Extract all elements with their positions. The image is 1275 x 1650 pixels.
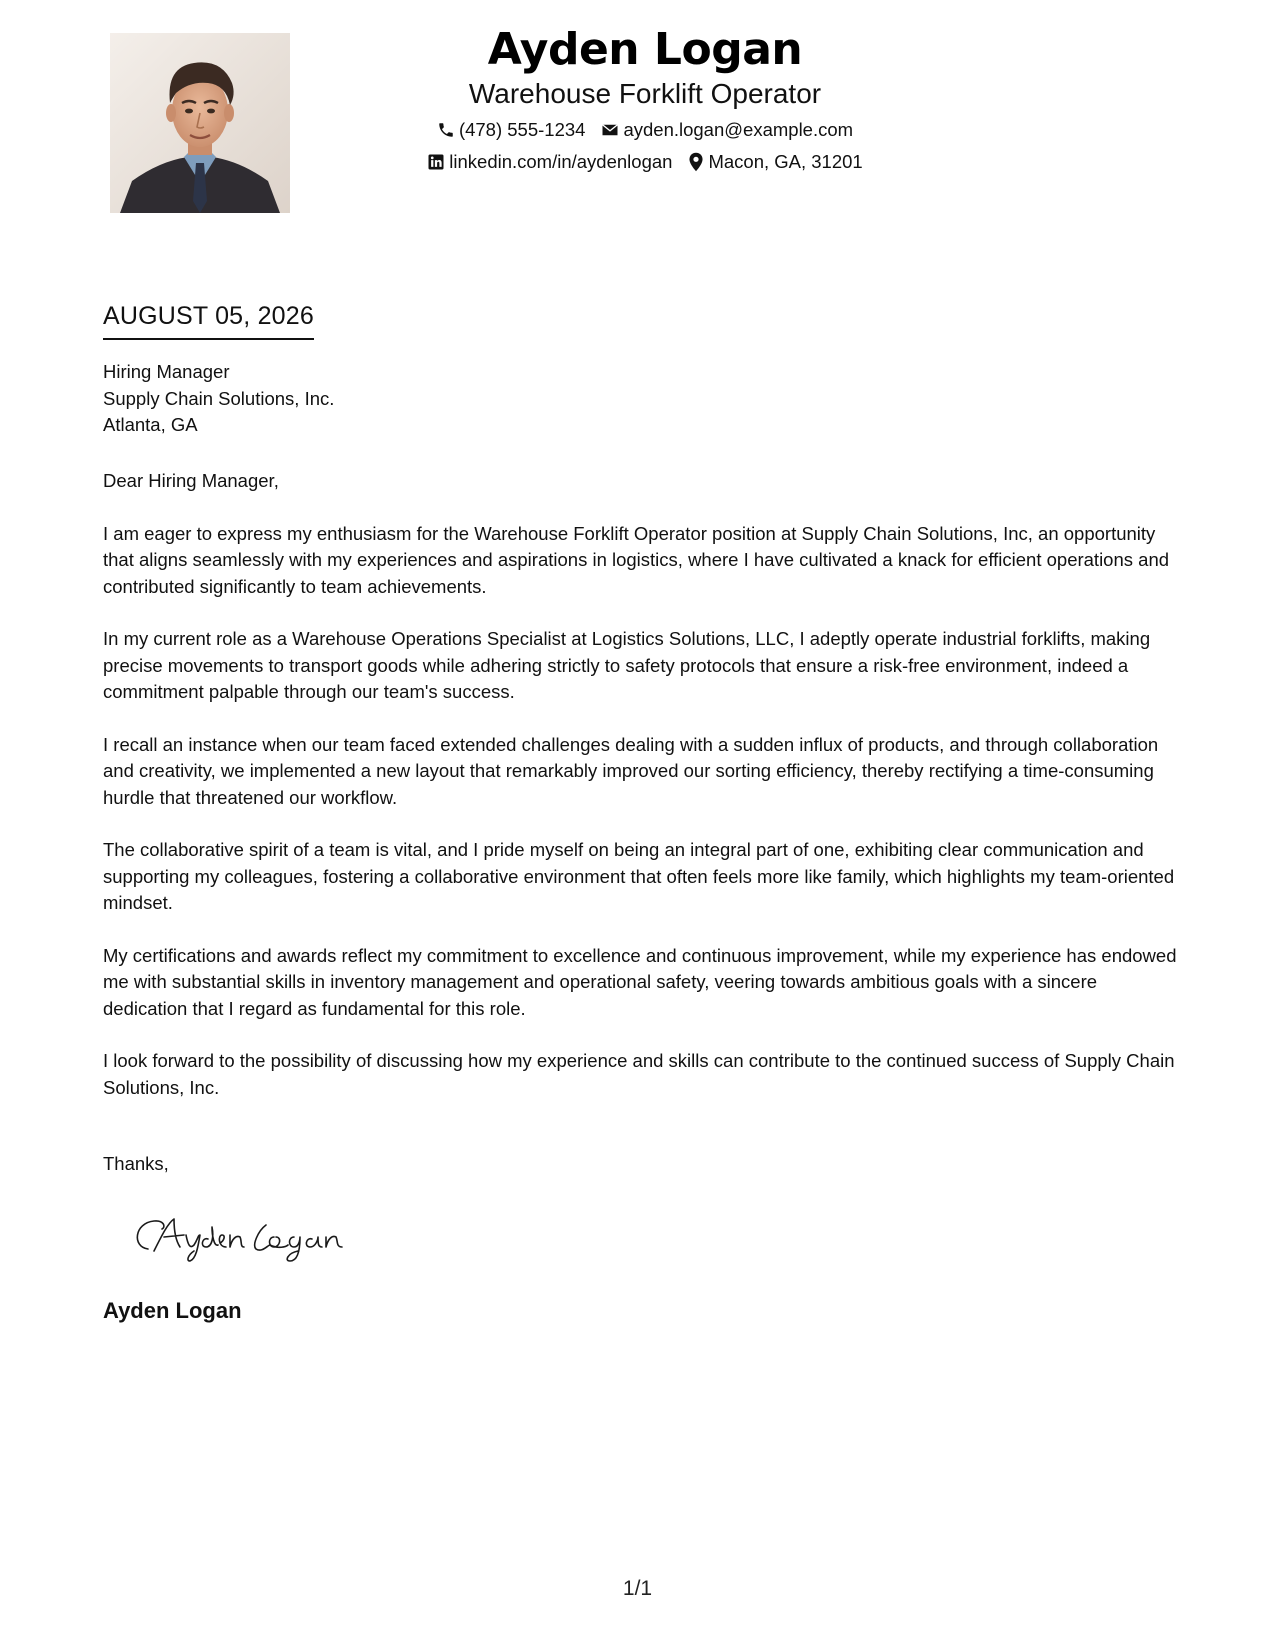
envelope-icon	[601, 121, 619, 139]
contact-location	[688, 150, 862, 174]
letter-date: AUGUST 05, 2026	[103, 300, 314, 340]
recipient-block	[103, 359, 334, 439]
contact-line-1	[400, 118, 890, 142]
job-title: Warehouse Forklift Operator	[468, 78, 822, 109]
salutation: Dear Hiring Manager,	[103, 470, 279, 491]
contact-linkedin[interactable]	[427, 150, 672, 174]
paragraph-5: My certifications and awards reflect my commitment to excellence and continuous improvement, while my experience has endowed me with substantial skills in inventory management and operational safety, veering towards ambitious goals with a sincere dedication that I regard as fundamental for this role.	[103, 944, 1177, 1019]
signer-name: Ayden Logan	[103, 1298, 242, 1323]
recipient-title: Hiring Manager	[103, 361, 230, 382]
contact-line-2	[400, 150, 890, 174]
paragraph-4: The collaborative spirit of a team is vital, and I pride myself on being an integral part of one, exhibiting clear communication and supporting my colleagues, fostering a collaborative environment that often feels more like family, which highlights my team-oriented mindset.	[103, 839, 1175, 913]
paragraph-2: In my current role as a Warehouse Operations Specialist at Logistics Solutions, LLC, I adeptly operate industrial forklifts, making precise movements to transport goods while adhering strictly to safety protocols that ensure a risk-free environment, indeed a commitment palpable through our team's success.	[103, 628, 1151, 702]
handwritten-signature	[128, 1205, 358, 1265]
letter-body	[103, 468, 1183, 1127]
paragraph-3: I recall an instance when our team faced extended challenges dealing with a sudden influx of products, and through collaboration and creativity, we implemented a new layout that remarkably improved our sorting efficiency, thereby rectifying a time-consuming hurdle that threatened our workflow.	[103, 733, 1159, 808]
applicant-name: Ayden Logan	[487, 24, 803, 75]
linkedin-text: linkedin.com/in/aydenlogan	[449, 151, 673, 172]
paragraph-1: I am eager to express my enthusiasm for the Warehouse Forklift Operator position at Supply Chain Solutions, Inc, an opportunity that aligns seamlessly with my experiences and aspirations in logistics, where I have cultivated a knack for efficient operations and contributed significantly to team achievements.	[103, 522, 1170, 597]
recipient-location: Atlanta, GA	[103, 414, 198, 435]
page-number: 1/1	[622, 1577, 653, 1600]
recipient-company: Supply Chain Solutions, Inc.	[103, 387, 335, 409]
closing: Thanks,	[103, 1153, 169, 1174]
paragraph-6: I look forward to the possibility of discussing how my experience and skills can contribute to the continued success of Supply Chain Solutions, Inc.	[103, 1050, 1175, 1098]
phone-icon	[437, 121, 455, 139]
phone-text: (478) 555-1234	[458, 119, 586, 140]
location-text: Macon, GA, 31201	[708, 151, 863, 172]
linkedin-icon	[427, 153, 445, 171]
portrait-image	[110, 33, 290, 213]
contact-phone[interactable]	[437, 118, 586, 142]
email-text: ayden.logan@example.com	[623, 119, 854, 140]
resume-header	[400, 22, 890, 174]
contact-email[interactable]	[601, 118, 853, 142]
profile-photo	[110, 33, 290, 213]
map-pin-icon	[688, 152, 704, 172]
